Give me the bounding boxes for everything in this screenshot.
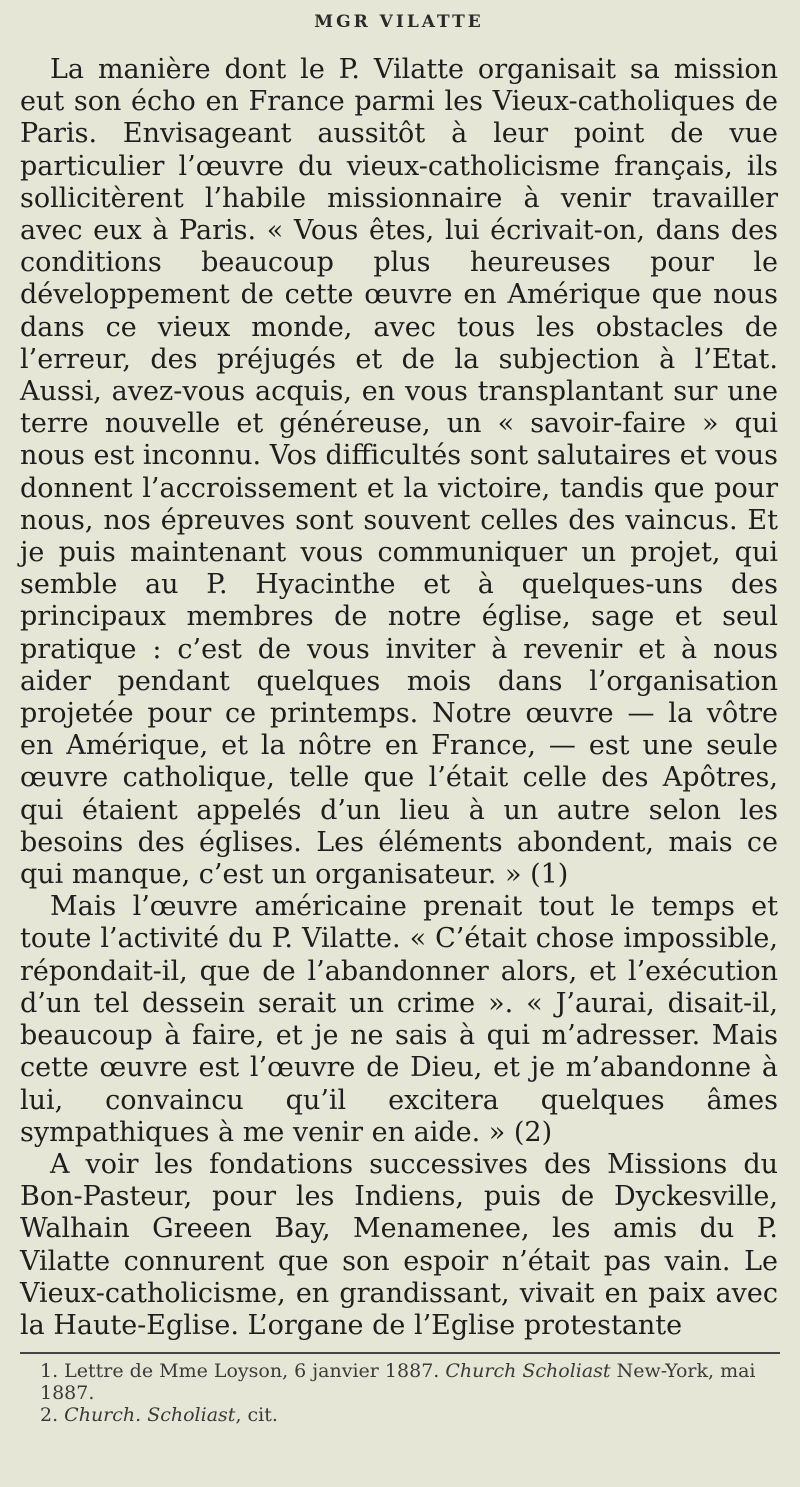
paragraph-2: Mais l’œuvre américaine prenait tout le temps et toute l’activité du P. Vilatte. « C’était chose impossible, répondait-il, que de l’abandonner alors, et l’exécution d’un tel dessein serait un crime ». « J’aurai, disait-il, beaucoup à faire, et je ne sais à qui m’adresser. Mais cette œuvre est l’œuvre de Dieu, et je m’abandonne à lui, convaincu qu’il excitera quelques âmes sympathiques à me venir en aide. » (2) xyxy=(20,891,778,1148)
footnote-1-source: Church Scholiast xyxy=(445,1360,611,1383)
footnote-2-source: Church. Scholiast xyxy=(64,1404,236,1427)
footnote-1 xyxy=(20,1360,778,1404)
footnote-2-text: 2. xyxy=(40,1404,65,1427)
footnote-divider xyxy=(20,1352,780,1354)
footnote-2 xyxy=(20,1404,778,1426)
footnote-2-tail: , cit. xyxy=(235,1404,278,1427)
footnote-1-tail: New-York, mai 1887. xyxy=(40,1360,756,1405)
paragraph-1: La manière dont le P. Vilatte organisait sa mission eut son écho en France parmi les Vieux-catholiques de Paris. Envisageant aussitôt à leur point de vue particulier l’œuvre du vieux-catholicisme français, ils sollicitèrent l’habile missionnaire à venir travailler avec eux à Paris. « Vous êtes, lui écrivait-on, dans des conditions beaucoup plus heureuses pour le développement de cette œuvre en Amérique que nous dans ce vieux monde, avec tous les obstacles de l’erreur, des préjugés et de la subjection à l’Etat. Aussi, avez-vous acquis, en vous transplantant sur une terre nouvelle et généreuse, un « savoir-faire » qui nous est inconnu. Vos difficultés sont salutaires et vous donnent l’accroissement et la victoire, tandis que pour nous, nos épreuves sont souvent celles des vaincus. Et je puis maintenant vous communiquer un projet, qui semble au P. Hyacinthe et à quelques-uns des principaux membres de notre église, sage et seul pratique : c’est de vous inviter à revenir et à nous aider pendant quelques mois dans l’organisation projetée pour ce printemps. Notre œuvre — la vôtre en Amérique, et la nôtre en France, — est une seule œuvre catholique, telle que l’était celle des Apôtres, qui étaient appelés d’un lieu à un autre selon les besoins des églises. Les éléments abondent, mais ce qui manque, c’est un organisateur. » (1) xyxy=(20,54,778,891)
footnote-1-text: 1. Lettre de Mme Loyson, 6 janvier 1887. xyxy=(40,1360,446,1383)
running-head: MGR VILATTE xyxy=(314,12,484,32)
paragraph-3: A voir les fondations successives des Missions du Bon-Pasteur, pour les Indiens, puis de Dyckesville, Walhain Greeen Bay, Menamenee, les amis du P. Vilatte connurent que son espoir n’était pas vain. Le Vieux-catholicisme, en grandissant, vivait en paix avec la Haute-Eglise. L’organe de l’Eglise protestante xyxy=(20,1148,778,1341)
